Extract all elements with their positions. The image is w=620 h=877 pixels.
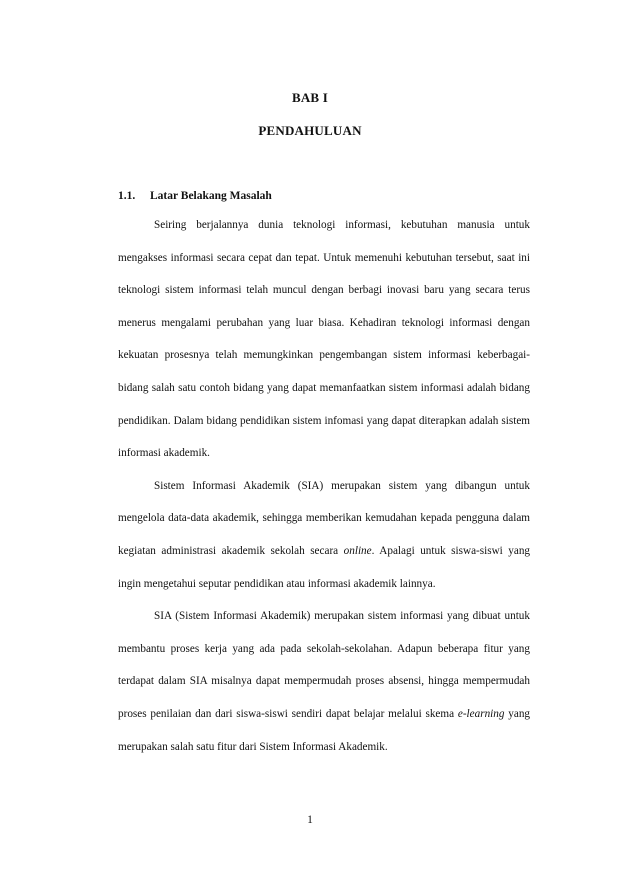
section-title: Latar Belakang Masalah [150, 190, 272, 202]
italic-term-online: online [343, 544, 372, 557]
body-text [118, 209, 530, 763]
paragraph-3-before: SIA (Sistem Informasi Akademik) merupakan sistem informasi yang dibuat untuk membantu proses kerja yang ada pada sekolah-sekolahan. Adapun beberapa fitur yang terdapat dalam SIA misalnya dapat mempermudah proses absensi, hingga mempermudah proses penilaian dan dari siswa-siswi sendiri dapat belajar melalui skema [118, 610, 530, 720]
chapter-title: PENDAHULUAN [258, 123, 362, 138]
italic-term-elearning: e-learning [457, 707, 505, 720]
paragraph-1 [118, 209, 530, 470]
paragraph-2-after: . Apalagi untuk siswa-siswi yang ingin mengetahui seputar pendidikan atau informasi akademik lainnya. [118, 544, 531, 590]
paragraph-1-text: Seiring berjalannya dunia teknologi informasi, kebutuhan manusia untuk mengakses informasi secara cepat dan tepat. Untuk memenuhi kebutuhan tersebut, saat ini teknologi sistem informasi telah muncul dengan berbagi inovasi baru yang secara terus menerus mengalami perubahan yang luar biasa. Kehadiran teknologi informasi dengan kekuatan prosesnya telah memungkinkan pengembangan sistem informasi keberbagai-bidang salah satu contoh bidang yang dapat memanfaatkan sistem informasi adalah bidang pendidikan. Dalam bidang pendidikan sistem infomasi yang dapat diterapkan adalah sistem informasi akademik. [118, 219, 530, 460]
paragraph-2-before: Sistem Informasi Akademik (SIA) merupakan sistem yang dibangun untuk mengelola data-data akademik, sehingga memberikan kemudahan kepada pengguna dalam kegiatan administrasi akademik sekolah secara [118, 479, 530, 557]
page-number: 1 [307, 814, 313, 826]
section-heading [118, 190, 272, 202]
paragraph-2 [118, 470, 530, 600]
paragraph-3 [118, 600, 530, 763]
chapter-number: BAB I [291, 90, 329, 105]
section-number: 1.1. [118, 190, 136, 202]
paragraph-3-after: yang merupakan salah satu fitur dari Sistem Informasi Akademik. [118, 707, 531, 753]
